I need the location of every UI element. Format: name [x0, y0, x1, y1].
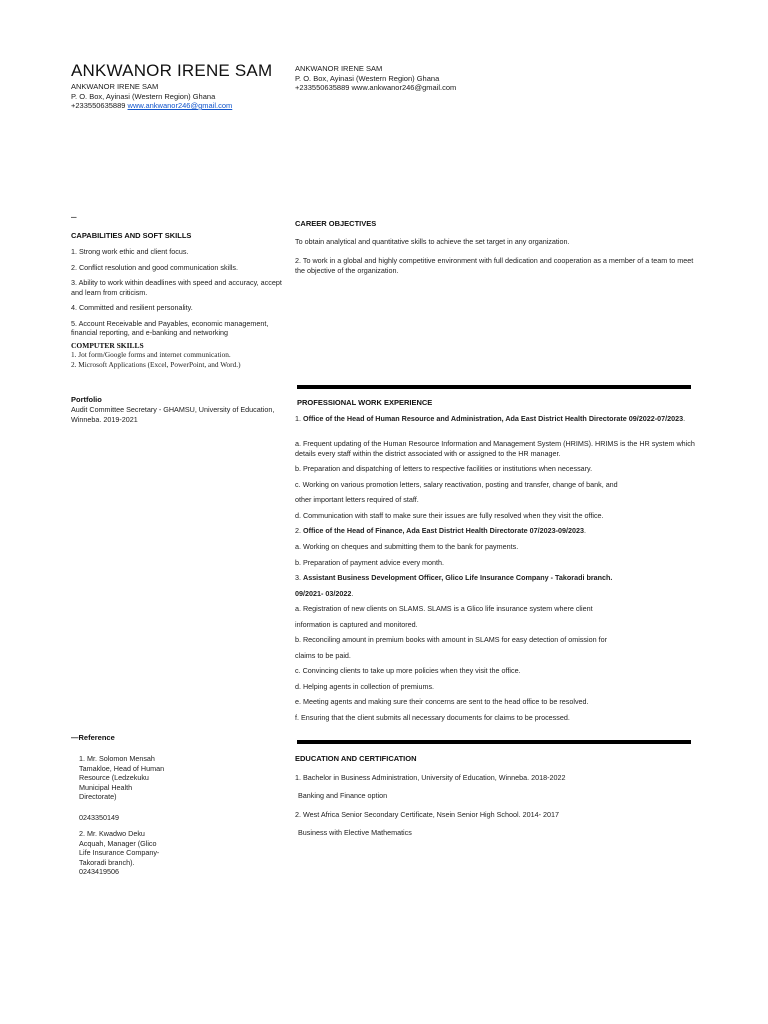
experience-heading: PROFESSIONAL WORK EXPERIENCE [297, 398, 433, 407]
section-divider [297, 385, 691, 389]
right-contact-block [295, 64, 456, 93]
career-objectives-heading: CAREER OBJECTIVES [295, 219, 377, 228]
computer-skills-heading: COMPUTER SKILLS [71, 341, 144, 350]
job-3-duty-f: f. Ensuring that the client submits all necessary documents for claims to be processed. [295, 713, 570, 722]
list-item: 4. Committed and resilient personality. [71, 303, 193, 312]
left-contact-block [71, 82, 232, 111]
email-link[interactable]: www.ankwanor246@gmail.com [127, 101, 233, 110]
list-item: 1. Strong work ethic and client focus. [71, 247, 189, 256]
job-1-duty-c: c. Working on various promotion letters, salary reactivation, posting and transfer, change of bank, and [295, 480, 618, 489]
job-1-duty-d: d. Communication with staff to make sure their issues are fully resolved when they visit the office. [295, 511, 604, 520]
job-1-title: 1. Office of the Head of Human Resource and Administration, Ada East District Health Directorate 09/2022-07/2023. [295, 414, 686, 423]
capabilities-list [71, 247, 286, 338]
resume-name: ANKWANOR IRENE SAM [71, 61, 273, 80]
job-3-dates: 09/2021- 03/2022. [295, 589, 354, 598]
reference-heading: —Reference [71, 733, 115, 742]
reference-2: 2. Mr. Kwadwo Deku Acquah, Manager (Glico Life Insurance Company-Takoradi branch). 0243419506 [79, 829, 160, 876]
job-2-duty-a: a. Working on cheques and submitting them to the bank for payments. [295, 542, 519, 551]
education-2: 2. West Africa Senior Secondary Certificate, Nsein Senior High School. 2014- 2017 [295, 810, 559, 819]
list-item: 5. Account Receivable and Payables, economic management, financial reporting, and e-banking and networking [71, 318, 269, 337]
reference-1-phone: 0243350149 [79, 813, 119, 822]
job-3-duty-a-cont: information is captured and monitored. [295, 620, 418, 629]
contact-name: ANKWANOR IRENE SAM [295, 64, 383, 73]
job-1-duty-a: a. Frequent updating of the Human Resource Information and Management System (HRIMS). HRIMS is the HR system which details every staff within the district associated with or assigned to the HR manager. [295, 439, 695, 458]
job-3-duty-c: c. Convincing clients to take up more policies when they visit the office. [295, 666, 521, 675]
contact-address: P. O. Box, Ayinasi (Western Region) Ghana [71, 91, 216, 101]
job-3-duty-e: e. Meeting agents and making sure their concerns are sent to the head office to be resolved. [295, 697, 589, 706]
contact-phone: +233550635889 [71, 101, 126, 110]
job-3-duty-b-cont: claims to be paid. [295, 651, 351, 660]
education-1: 1. Bachelor in Business Administration, University of Education, Winneba. 2018-2022 [295, 773, 566, 782]
career-objective-1: To obtain analytical and quantitative skills to achieve the set target in any organization. [295, 237, 570, 246]
section-dash: – [71, 212, 77, 223]
contact-address: P. O. Box, Ayinasi (Western Region) Ghana [295, 73, 440, 83]
career-objective-2: 2. To work in a global and highly competitive environment with full dedication and cooperation as a member of a team to meet the objective of the organization. [295, 256, 694, 275]
reference-1: 1. Mr. Solomon Mensah Tamakloe, Head of Human Resource (Ledzekuku Municipal Health Directorate) [79, 754, 165, 801]
job-3-duty-d: d. Helping agents in collection of premiums. [295, 682, 435, 691]
education-1-option: Banking and Finance option [298, 791, 388, 800]
job-3-duty-a: a. Registration of new clients on SLAMS. SLAMS is a Glico life insurance system where client [295, 604, 593, 613]
job-2-title: 2. Office of the Head of Finance, Ada East District Health Directorate 07/2023-09/2023. [295, 526, 586, 535]
job-3-title: 3. Assistant Business Development Officer, Glico Life Insurance Company - Takoradi branch. [295, 573, 613, 582]
job-2-duty-b: b. Preparation of payment advice every month. [295, 558, 445, 567]
section-divider [297, 740, 691, 744]
capabilities-heading: CAPABILITIES AND SOFT SKILLS [71, 231, 192, 240]
list-item: 3. Ability to work within deadlines with speed and accuracy, accept and learn from criticism. [71, 278, 282, 297]
contact-phone-email [71, 101, 232, 111]
portfolio-heading: Portfolio [71, 395, 102, 404]
list-item: 2. Microsoft Applications (Excel, PowerPoint, and Word.) [71, 359, 241, 369]
education-2-option: Business with Elective Mathematics [298, 828, 412, 837]
computer-skills-list [71, 350, 291, 369]
contact-name: ANKWANOR IRENE SAM [71, 82, 159, 91]
list-item: 2. Conflict resolution and good communication skills. [71, 262, 238, 272]
contact-phone-email: +233550635889 www.ankwanor246@gmail.com [295, 83, 457, 92]
education-heading: EDUCATION AND CERTIFICATION [295, 754, 417, 763]
list-item: 1. Jot form/Google forms and internet communication. [71, 350, 231, 359]
job-3-duty-b: b. Reconciling amount in premium books with amount in SLAMS for easy detection of omission for [295, 635, 608, 644]
portfolio-text: Audit Committee Secretary - GHAMSU, University of Education, Winneba. 2019-2021 [71, 405, 275, 424]
job-1-duty-c-cont: other important letters required of staff. [295, 495, 419, 504]
job-1-duty-b: b. Preparation and dispatching of letters to respective facilities or institutions when necessary. [295, 464, 593, 473]
